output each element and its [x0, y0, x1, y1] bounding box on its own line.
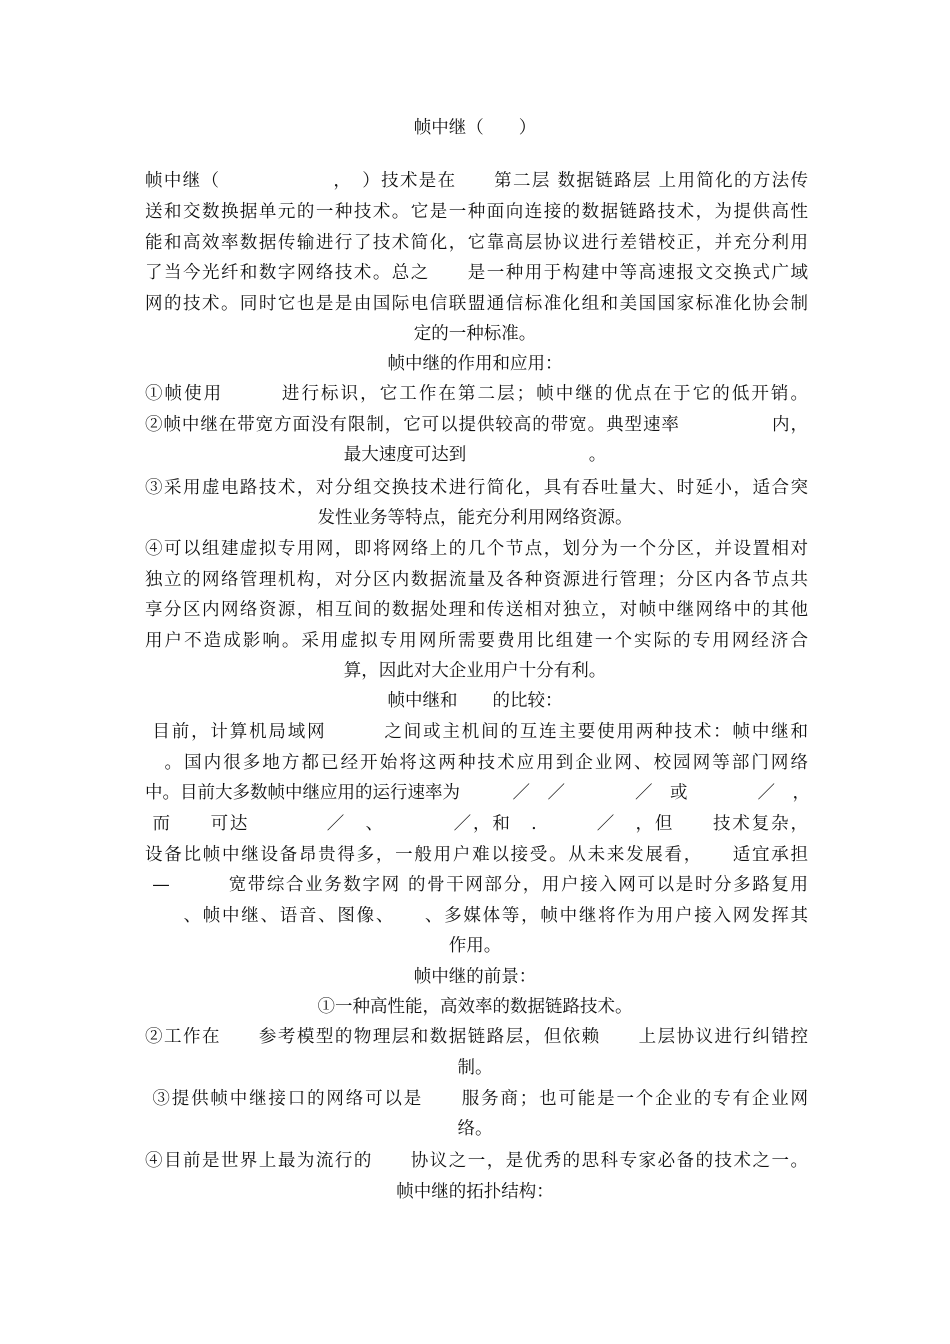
list-item: ②工作在 参考模型的物理层和数据链路层，但依赖 上层协议进行纠错控	[145, 1027, 808, 1047]
paragraph-line: 中。目前大多数帧中继应用的运行速率为 ／ ／ ／ 或 ／ ，	[145, 783, 810, 803]
section-heading: 帧中继和 的比较：	[387, 691, 563, 711]
list-item: ③提供帧中继接口的网络可以是 服务商；也可能是一个企业的专有企业网	[145, 1089, 808, 1109]
list-item-continuation: 最大速度可达到 。	[343, 445, 607, 465]
list-item: ④可以组建虚拟专用网，即将网络上的几个节点，划分为一个分区，并设置相对	[145, 539, 808, 559]
list-item-continuation: 制。	[457, 1058, 493, 1078]
list-item-continuation: 用户不造成影响。采用虚拟专用网所需要费用比组建一个实际的专用网经济合	[145, 631, 808, 651]
section-heading: 帧中继的作用和应用：	[387, 354, 563, 374]
paragraph-line: 了当今光纤和数字网络技术。总之 是一种用于构建中等高速报文交换式广域	[145, 263, 808, 283]
paragraph-line: 送和交数换据单元的一种技术。它是一种面向连接的数据链路技术，为提供高性	[145, 202, 808, 222]
list-item: ①一种高性能，高效率的数据链路技术。	[317, 997, 633, 1017]
paragraph-line: 网的技术。同时它也是是由国际电信联盟通信标准化组和美国国家标准化协会制	[145, 294, 808, 314]
list-item: ③采用虚电路技术，对分组交换技术进行简化，具有吞吐量大、时延小，适合突	[145, 478, 808, 498]
list-item-continuation: 享分区内网络资源，相互间的数据处理和传送相对独立，对帧中继网络中的其他	[145, 600, 808, 620]
list-item: ①帧使用 进行标识，它工作在第二层；帧中继的优点在于它的低开销。	[145, 384, 808, 404]
paragraph-line: 设备比帧中继设备昂贵得多，一般用户难以接受。从未来发展看， 适宜承担	[145, 845, 808, 865]
list-item-continuation: 络。	[457, 1119, 493, 1139]
document-title: 帧中继（ ）	[413, 118, 537, 138]
list-item-continuation: 发性业务等特点，能充分利用网络资源。	[317, 508, 633, 528]
paragraph-line: 帧中继（ ， ）技术是在 第二层 数据链路层 上用简化的方法传	[145, 171, 808, 191]
paragraph-line: 、帧中继、语音、图像、 、多媒体等，帧中继将作为用户接入网发挥其	[145, 906, 808, 926]
paragraph-line: 作用。	[448, 936, 502, 956]
section-heading: 帧中继的前景：	[413, 967, 537, 987]
paragraph-line: 而 可达 ／ 、 ／，和 . ／ ，但 技术复杂，	[145, 814, 808, 834]
section-heading: 帧中继的拓扑结构：	[396, 1182, 554, 1202]
list-item: ②帧中继在带宽方面没有限制，它可以提供较高的带宽。典型速率 内，	[145, 415, 808, 435]
paragraph-line: 。国内很多地方都已经开始将这两种技术应用到企业网、校园网等部门网络	[145, 753, 808, 773]
paragraph-line: 目前，计算机局域网 之间或主机间的互连主要使用两种技术：帧中继和	[145, 722, 808, 742]
list-item: ④目前是世界上最为流行的 协议之一，是优秀的思科专家必备的技术之一。	[145, 1151, 808, 1171]
list-item-continuation: 独立的网络管理机构，对分区内数据流量及各种资源进行管理；分区内各节点共	[145, 570, 808, 590]
paragraph-line: 定的一种标准。	[413, 324, 537, 344]
paragraph-line: 能和高效率数据传输进行了技术简化，它靠高层协议进行差错校正，并充分利用	[145, 233, 808, 253]
paragraph-line: — 宽带综合业务数字网 的骨干网部分，用户接入网可以是时分多路复用	[145, 875, 808, 895]
list-item-continuation: 算，因此对大企业用户十分有利。	[343, 661, 607, 681]
